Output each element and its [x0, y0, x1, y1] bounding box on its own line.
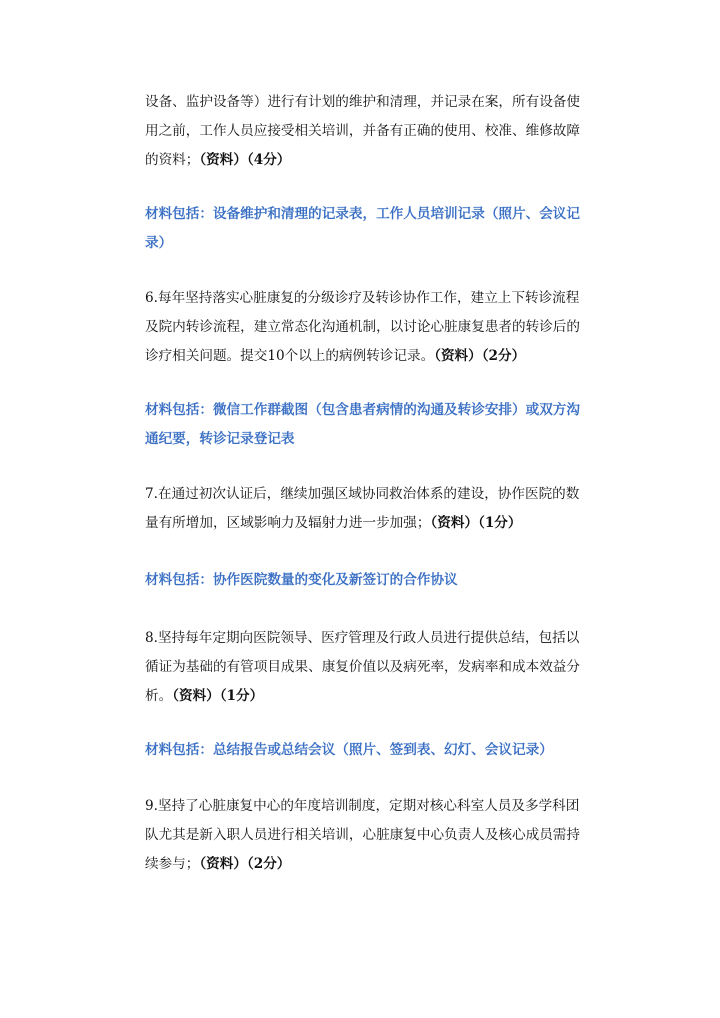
text-line: 8.坚持每年定期向医院领导、医疗管理及行政人员进行提供总结，包括以 — [145, 630, 580, 646]
material-note-equipment — [145, 200, 615, 258]
material-note-referral — [145, 396, 615, 454]
text-segment: 析。 — [145, 688, 173, 704]
paragraph-item-9-training — [145, 792, 615, 879]
score-tag: （资料）（2分） — [199, 856, 291, 872]
text-segment: 的资料； — [145, 152, 200, 168]
text-line — [145, 342, 615, 371]
text-line — [145, 850, 615, 879]
material-note-regional — [145, 566, 615, 595]
material-note-summary — [145, 736, 615, 765]
text-line: 材料包括：微信工作群截图（包含患者病情的沟通及转诊安排）或双方沟 — [145, 402, 580, 418]
score-tag: （资料）（2分） — [434, 348, 526, 364]
text-line — [145, 146, 615, 175]
text-line: 设备、监护设备等）进行有计划的维护和清理，并记录在案，所有设备使 — [145, 94, 580, 110]
text-line: 9.坚持了心脏康复中心的年度培训制度，定期对核心科室人员及多学科团 — [145, 798, 580, 814]
text-segment: 续参与； — [145, 856, 200, 872]
text-line: 7.在通过初次认证后，继续加强区域协同救治体系的建设，协作医院的数 — [145, 486, 580, 502]
text-line: 6.每年坚持落实心脏康复的分级诊疗及转诊协作工作，建立上下转诊流程 — [145, 290, 580, 306]
score-tag: （资料）（4分） — [199, 152, 291, 168]
text-line: 队尤其是新入职人员进行相关培训，心脏康复中心负责人及核心成员需持 — [145, 827, 580, 843]
paragraph-item-6-referral — [145, 284, 615, 371]
text-line: 材料包括：总结报告或总结会议（照片、签到表、幻灯、会议记录） — [145, 742, 553, 758]
text-line: 材料包括：设备维护和清理的记录表，工作人员培训记录（照片、会议记 — [145, 206, 580, 222]
text-line: 及院内转诊流程，建立常态化沟通机制，以讨论心脏康复患者的转诊后的 — [145, 319, 580, 335]
text-line: 循证为基础的有管项目成果、康复价值以及病死率，发病率和成本效益分 — [145, 659, 580, 675]
text-line: 用之前，工作人员应接受相关培训，并备有正确的使用、校准、维修故障 — [145, 123, 580, 139]
paragraph-equipment-maintenance — [145, 88, 615, 175]
text-line — [145, 509, 615, 538]
paragraph-item-7-regional — [145, 480, 615, 538]
text-segment: 量有所增加，区域影响力及辐射力进一步加强； — [145, 515, 431, 531]
text-line: 材料包括：协作医院数量的变化及新签订的合作协议 — [145, 572, 458, 588]
score-tag: （资料）（1分） — [430, 515, 522, 531]
text-line: 通纪要，转诊记录登记表 — [145, 431, 295, 447]
text-line: 录） — [145, 235, 173, 251]
text-line — [145, 682, 615, 711]
text-segment: 诊疗相关问题。提交10个以上的病例转诊记录。 — [145, 348, 435, 364]
paragraph-item-8-summary — [145, 624, 615, 711]
score-tag: （资料）（1分） — [172, 688, 264, 704]
